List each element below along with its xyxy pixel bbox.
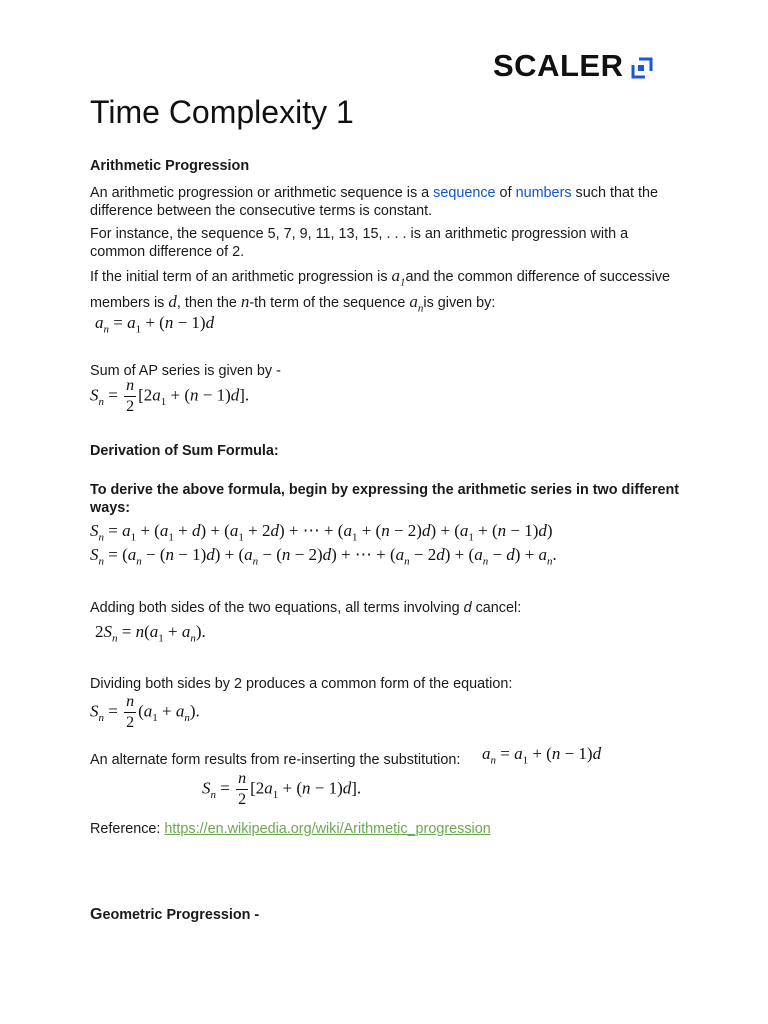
common-form-formula: $S_n$ = $\frac{n}{2}$ $(a_1 + a_n)$.	[90, 693, 200, 731]
numbers-link[interactable]: numbers	[515, 185, 572, 201]
ap-nth-term-text: If the initial term of an arithmetic progression is $a_1and$ the common difference of successive members is d, then the n-th term of the sequence $a_nis$ given by:	[90, 266, 671, 315]
brand-name: SCALER	[493, 48, 624, 83]
ap-definition: An arithmetic progression or arithmetic sequence is a sequence of numbers such that the difference between the consecutive terms is constant.	[90, 185, 658, 219]
ap-example: For instance, the sequence 5, 7, 9, 11, 13, 15, . . . is an arithmetic progression with a common difference of 2.	[90, 226, 629, 260]
page-title: Time Complexity 1	[90, 94, 354, 130]
derivation-heading: Derivation of Sum Formula:	[90, 443, 279, 459]
sum-intro: Sum of AP series is given by -	[90, 363, 281, 379]
scaler-logo	[493, 50, 655, 81]
alternate-text: An alternate form results from re-inserting the substitution:	[90, 752, 461, 768]
derivation-intro: To derive the above formula, begin by expressing the arithmetic series in two different ways:	[90, 482, 680, 516]
reference-line: Reference: https://en.wikipedia.org/wiki/Arithmetic_progression	[90, 821, 491, 837]
gp-heading: Geometric Progression -	[90, 906, 260, 923]
nth-term-formula: $a_n = a_1 + (n - 1)d$	[95, 313, 215, 336]
two-sn-formula: $2S_n = n(a_1 + a_n)$.	[95, 622, 206, 645]
sequence-link[interactable]: sequence	[433, 185, 496, 201]
alternate-sum-formula: $S_n$ = $\frac{n}{2}$ $[2a_1 + (n - 1)d]$.	[202, 770, 362, 808]
series-reverse: $S_n = (a_n - (n - 1)d) + (a_n - (n - 2)d)$ + ⋯ + $(a_n - 2d) + (a_n - d) + a_n$.	[90, 545, 557, 568]
adding-text: Adding both sides of the two equations, all terms involving d cancel:	[90, 600, 522, 616]
substitution-formula: $a_n = a_1 + (n - 1)d$	[482, 744, 602, 767]
series-forward: $S_n = a_1 + (a_1 + d) + (a_1 + 2d)$ + ⋯ + $(a_1 + (n - 2)d) + (a_1 + (n - 1)d)$	[90, 521, 553, 544]
reference-link[interactable]: https://en.wikipedia.org/wiki/Arithmetic_progression	[164, 821, 491, 837]
sum-formula: $S_n$ = $\frac{n}{2}$ $[2a_1 + (n - 1)d]$.	[90, 377, 250, 415]
scaler-logo-icon	[629, 53, 655, 79]
ap-heading: Arithmetic Progression	[90, 158, 250, 174]
dividing-text: Dividing both sides by 2 produces a common form of the equation:	[90, 676, 513, 692]
